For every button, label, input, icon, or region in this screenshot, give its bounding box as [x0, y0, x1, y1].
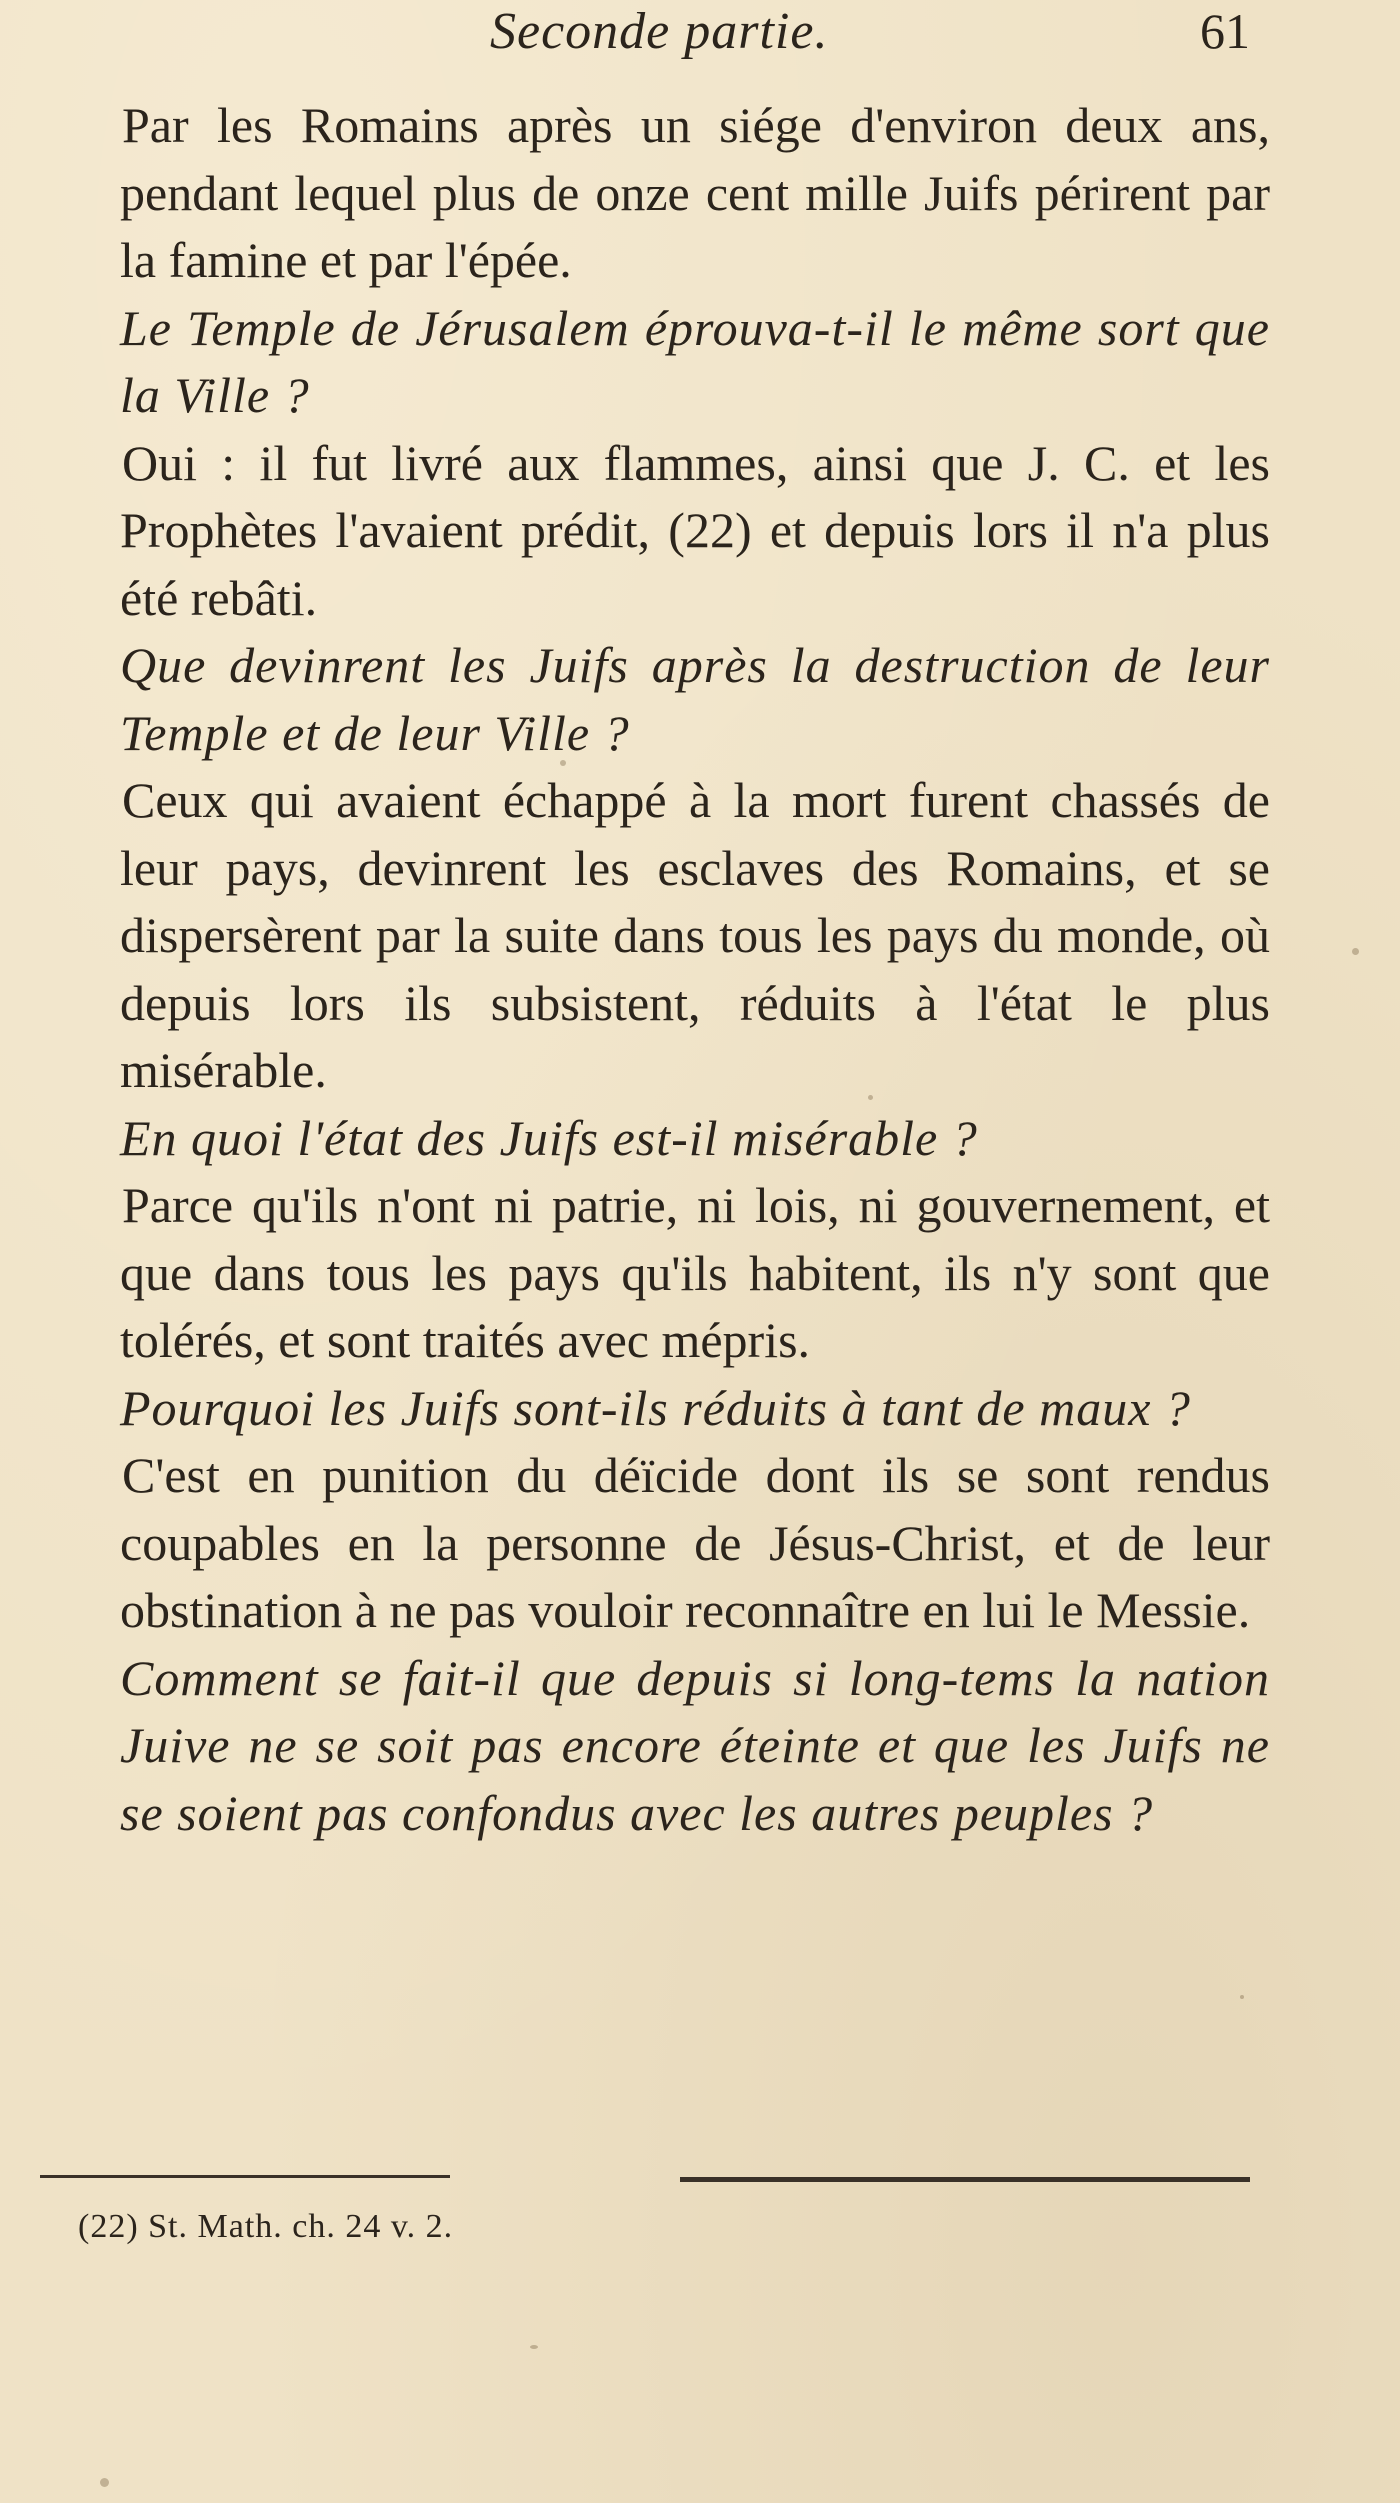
answer-paragraph: C'est en punition du déïcide dont ils se sont rendus coupables en la personne de Jésus-Christ, et de leur obstination à ne pas vouloir reconnaître en lui le Messie.: [120, 1447, 1270, 1638]
page-number: 61: [1200, 3, 1250, 59]
page-header: [120, 2, 1250, 72]
page-body: [120, 92, 1270, 1847]
answer-paragraph: Ceux qui avaient échappé à la mort furent chassés de leur pays, devinrent les esclaves des Romains, et se dispersèrent par la suite dans tous les pays du monde, où depuis lors ils subsistent, réduits à l'état le plus misérable.: [120, 772, 1270, 1098]
paper-speck: [530, 2345, 538, 2349]
answer-paragraph: Oui : il fut livré aux flammes, ainsi que J. C. et les Prophètes l'avaient prédit, (22) et depuis lors il n'a plus été rebâti.: [120, 434, 1270, 626]
running-head: Seconde partie.: [490, 3, 829, 60]
footnote-rule-right: [680, 2177, 1250, 2182]
paper-speck: [1240, 1995, 1244, 1999]
answer-paragraph: Parce qu'ils n'ont ni patrie, ni lois, ni gouvernement, et que dans tous les pays qu'ils habitent, ils n'y sont que tolérés, et sont traités avec mépris.: [120, 1177, 1270, 1368]
question-paragraph: Pourquoi les Juifs sont-ils réduits à tant de maux ?: [120, 1379, 1191, 1436]
question-paragraph: Que devinrent les Juifs après la destruction de leur Temple et de leur Ville ?: [120, 637, 1270, 761]
paper-speck: [100, 2478, 109, 2487]
question-paragraph: Le Temple de Jérusalem éprouva-t-il le même sort que la Ville ?: [120, 299, 1270, 423]
question-paragraph: En quoi l'état des Juifs est-il misérable ?: [120, 1109, 978, 1166]
question-paragraph: Comment se fait-il que depuis si long-tems la nation Juive ne se soit pas encore éteinte et que les Juifs ne se soient pas confondus avec les autres peuples ?: [120, 1649, 1270, 1841]
answer-paragraph: Par les Romains après un siége d'environ deux ans, pendant lequel plus de onze cent mille Juifs périrent par la famine et par l'épée.: [120, 97, 1270, 288]
paper-speck: [1352, 948, 1359, 955]
footnote-rule-left: [40, 2175, 450, 2178]
footnote: (22) St. Math. ch. 24 v. 2.: [78, 2208, 454, 2245]
